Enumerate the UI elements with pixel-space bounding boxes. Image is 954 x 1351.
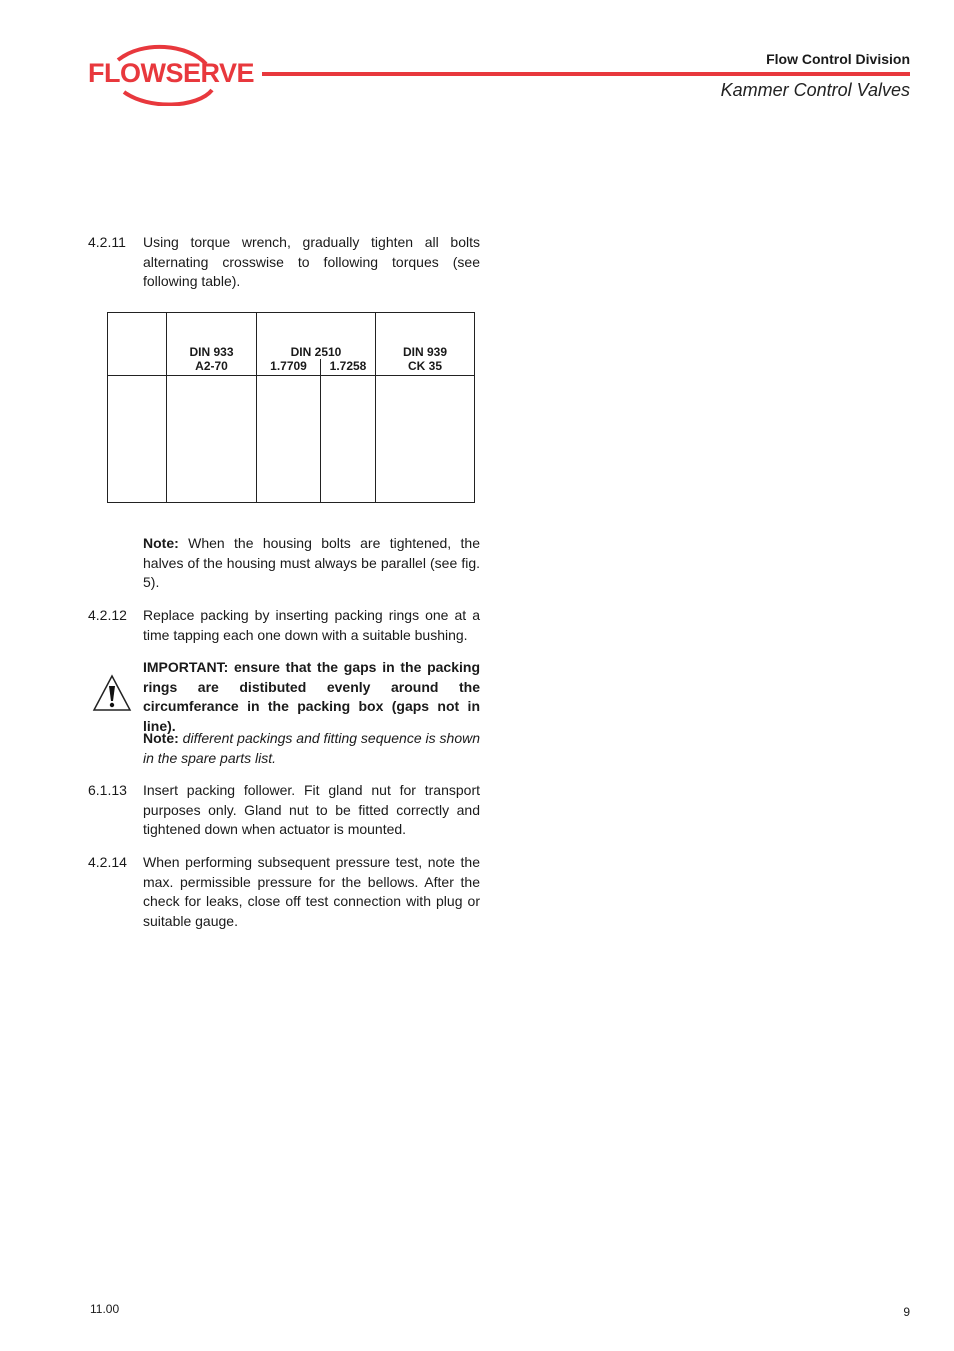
section-4-2-11 — [88, 233, 480, 292]
section-4-2-14 — [88, 853, 480, 931]
section-4-2-12 — [88, 606, 480, 645]
section-number: 6.1.13 — [88, 782, 127, 798]
table-header-din939: DIN 939 CK 35 — [376, 313, 475, 376]
table-header-din2510: DIN 2510 1.7709 1.7258 — [257, 313, 376, 376]
torque-table — [107, 312, 475, 503]
page-number: 9 — [903, 1305, 910, 1319]
table-cell — [108, 376, 167, 503]
important-notice — [88, 658, 480, 736]
important-text: : ensure that the gaps in the packing rings are distibuted evenly around the circumferance in the packing box (gaps not in line). — [143, 659, 480, 734]
flowserve-logo — [88, 44, 255, 106]
note-packings — [88, 729, 480, 768]
section-6-1-13 — [88, 781, 480, 840]
logo-wordmark: FLOWSERVE — [88, 58, 255, 88]
section-number: 4.2.14 — [88, 854, 127, 870]
note-label: Note: — [143, 535, 179, 551]
table-header-din933: DIN 933 A2-70 — [167, 313, 257, 376]
section-number: 4.2.11 — [88, 234, 126, 250]
table-cell — [257, 376, 376, 503]
product-title: Kammer Control Valves — [720, 80, 910, 100]
table-header-empty — [108, 313, 167, 376]
footer-date: 11.00 — [90, 1302, 120, 1316]
note-text: When the housing bolts are tightened, the halves of the housing must always be parallel (see fig. 5). — [143, 535, 480, 590]
section-text: Insert packing follower. Fit gland nut for transport purposes only. Gland nut to be fitted correctly and tightened down when actuator is mounted. — [143, 782, 480, 837]
section-number: 4.2.12 — [88, 607, 127, 623]
section-text: When performing subsequent pressure test, note the max. permissible pressure for the bellows. After the check for leaks, close off test connection with plug or suitable gauge. — [143, 854, 480, 929]
section-text: Using torque wrench, gradually tighten all bolts alternating crosswise to following torques (see following table). — [143, 234, 480, 289]
note-housing — [88, 534, 480, 593]
note-label: Note: — [143, 730, 179, 746]
table-cell — [167, 376, 257, 503]
note-text: different packings and fitting sequence is shown in the spare parts list. — [143, 730, 480, 766]
important-label: IMPORTANT — [143, 659, 224, 675]
header-rule — [262, 72, 910, 76]
division-title: Flow Control Division — [766, 51, 910, 67]
table-cell — [376, 376, 475, 503]
section-text: Replace packing by inserting packing rings one at a time tapping each one down with a suitable bushing. — [143, 607, 480, 643]
